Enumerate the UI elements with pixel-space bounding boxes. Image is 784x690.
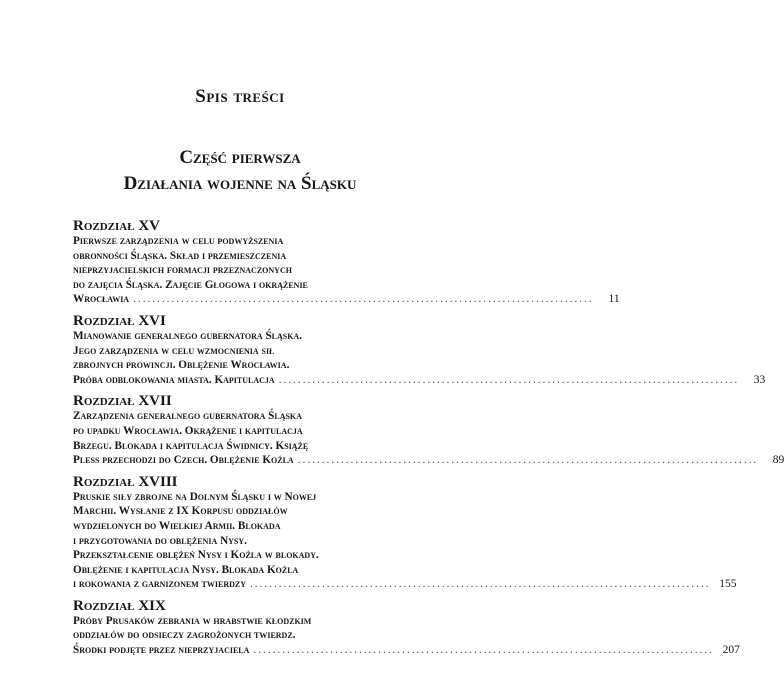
chapter-desc-line: po upadku Wrocławia. Okrążenie i kapitulacja (73, 424, 303, 437)
dot-leader: ................................................................................................ (278, 373, 740, 386)
chapter-desc-line: do zajęcia Śląska. Zajęcie Głogowa i okrążenie (73, 278, 308, 291)
chapter-desc-last-line (73, 373, 766, 388)
chapter-desc-text: i rokowania z garnizonem twierdzy (73, 578, 246, 591)
chapter-desc-line: Przekształcenie oblężeń Nysy i Koźla w blokady. (73, 549, 319, 562)
chapter-desc-line: Jego zarządzenia w celu wzmocnienia sił (73, 344, 275, 357)
chapter-desc-text: Pless przechodzi do Czech. Oblężenie Koźla (73, 454, 294, 467)
contents-title: Spis treści (195, 86, 285, 107)
dot-leader: ................................................................................................ (249, 578, 711, 591)
toc-entry-chapter-15 (73, 218, 620, 307)
chapter-title: Rozdział XIX (73, 597, 166, 614)
chapter-desc-text: Wrocławia (73, 293, 130, 306)
part-title-line2: Działania wojenne na Śląsku (123, 173, 357, 194)
chapter-desc-last-line (73, 577, 737, 592)
chapter-desc-line: wydzielonych do Wielkiej Armii. Blokada (73, 519, 281, 532)
toc-entry-chapter-17 (73, 393, 784, 467)
chapter-title: Rozdział XVIII (73, 473, 178, 490)
part-title-line1: Część pierwsza (179, 147, 301, 168)
chapter-desc-line: Brzegu. Blokada i kapitulacja Świdnicy. Książę (73, 439, 309, 452)
dot-leader: ................................................................................................ (253, 644, 714, 657)
chapter-desc-line: zbrojnych prowincji. Oblężenie Wrocławia. (73, 359, 290, 372)
chapter-desc-last-line (73, 292, 620, 307)
chapter-title: Rozdział XVI (73, 312, 166, 329)
chapter-desc-line: nieprzyjacielskich formacji przeznaczonych (73, 264, 292, 277)
page-number: 155 (719, 578, 737, 591)
chapter-title: Rozdział XV (73, 218, 160, 234)
page-number: 89 (772, 454, 784, 467)
chapter-desc-line: Pruskie siły zbrojne na Dolnym Śląsku i w Nowej (73, 490, 317, 503)
dot-leader: ................................................................................................ (133, 293, 594, 306)
chapter-desc-line: Zarządzenia generalnego gubernatora Śląska (73, 410, 302, 423)
chapter-desc-line: i przygotowania do oblężenia Nysy. (73, 534, 247, 547)
dot-leader: ................................................................................................ (297, 454, 759, 467)
chapter-desc-text: Środki podjęte przez nieprzyjaciela (73, 644, 250, 657)
chapter-desc-last-line (73, 453, 784, 468)
table-of-contents (73, 218, 784, 664)
toc-entry-chapter-19 (73, 597, 740, 658)
chapter-desc-line: Marchii. Wysłanie z IX Korpusu oddziałów (73, 505, 288, 518)
chapter-desc-line: Mianowanie generalnego gubernatora Śląska. (73, 329, 303, 342)
toc-entry-chapter-18 (73, 473, 737, 592)
page-number: 33 (753, 373, 766, 386)
page-number: 11 (608, 293, 620, 306)
chapter-desc-line: Próby Prusaków zebrania w hrabstwie kłodzkim (73, 614, 312, 627)
chapter-desc-last-line (73, 643, 740, 658)
chapter-desc-line: Oblężenie i kapitulacja Nysy. Blokada Koźla (73, 563, 299, 576)
chapter-desc-line: oddziałów do odsieczy zagrożonych twierdz. (73, 629, 296, 642)
toc-entry-chapter-16 (73, 312, 766, 387)
chapter-desc-line: Pierwsze zarządzenia w celu podwyższenia (73, 235, 284, 247)
page-number: 207 (722, 644, 740, 657)
chapter-desc-line: obronności Śląska. Skład i przemieszczenia (73, 249, 287, 262)
chapter-title: Rozdział XVII (73, 393, 172, 410)
part-title (0, 145, 480, 197)
chapter-desc-text: Próba odblokowania miasta. Kapitulacja (73, 373, 275, 386)
